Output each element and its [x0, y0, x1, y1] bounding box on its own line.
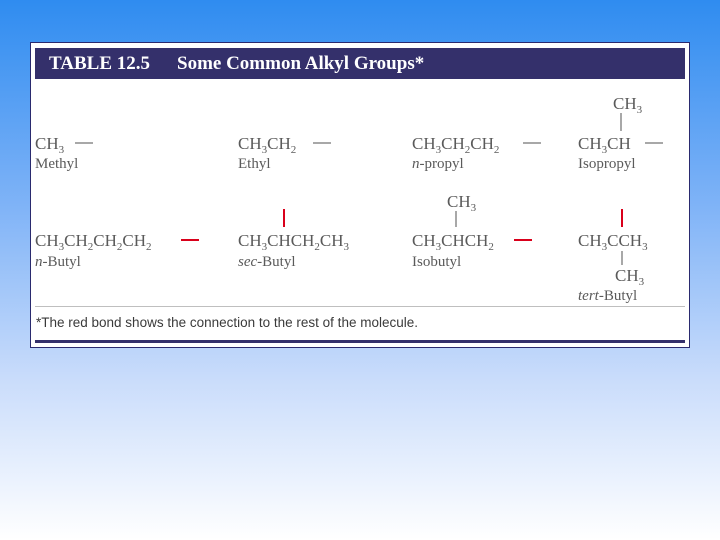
- isopropyl-branch: $CH_3$: [613, 94, 643, 116]
- tert-butyl-bond: [621, 209, 623, 227]
- table-footnote: *The red bond shows the connection to the rest of the molecule.: [36, 315, 418, 330]
- isopropyl-branch-bond: [620, 113, 622, 131]
- methyl-bond: [75, 142, 93, 144]
- isopropyl-bond: [645, 142, 663, 144]
- divider: [35, 306, 685, 307]
- sec-butyl-prefix: sec: [238, 254, 258, 270]
- n-butyl-name: [35, 254, 81, 271]
- propyl-name: [412, 156, 464, 173]
- isobutyl-branch-bond: [455, 211, 457, 227]
- isobutyl-branch: $CH_3$: [447, 192, 477, 214]
- ethyl-name: Ethyl: [238, 156, 271, 172]
- tert-butyl-suffix: -Butyl: [598, 288, 638, 304]
- sec-butyl-formula: $CH_3CHCH_2CH_3$: [238, 231, 349, 253]
- isopropyl-formula: $CH_3CH$: [578, 134, 631, 156]
- table-title: Some Common Alkyl Groups*: [177, 53, 425, 74]
- sec-butyl-name: [238, 254, 296, 271]
- tert-butyl-branch: $CH_3$: [615, 266, 645, 288]
- propyl-prefix: n: [412, 156, 420, 172]
- sec-butyl-bond: [283, 209, 285, 227]
- n-butyl-suffix: -Butyl: [42, 254, 81, 270]
- n-butyl-formula: $CH_3CH_2CH_2CH_2$: [35, 231, 152, 253]
- table-title-bar: [35, 48, 685, 79]
- tert-butyl-name: [578, 288, 637, 305]
- isopropyl-name: Isopropyl: [578, 156, 636, 172]
- tert-butyl-formula: $CH_3CCH_3$: [578, 231, 648, 253]
- bottom-rule: [35, 340, 685, 343]
- propyl-bond: [523, 142, 541, 144]
- ethyl-formula: $CH_3CH_2$: [238, 134, 297, 156]
- methyl-formula: $CH_3$: [35, 134, 65, 156]
- tert-butyl-branch-bond: [621, 251, 623, 265]
- alkyl-groups-table: [30, 42, 690, 348]
- table-number: TABLE 12.5: [49, 53, 151, 74]
- methyl-name: Methyl: [35, 156, 79, 172]
- isobutyl-formula: $CH_3CHCH_2$: [412, 231, 494, 253]
- n-butyl-prefix: n: [35, 254, 43, 270]
- propyl-suffix: -propyl: [419, 156, 464, 172]
- sec-butyl-suffix: -Butyl: [257, 254, 296, 270]
- ethyl-bond: [313, 142, 331, 144]
- n-butyl-bond: [181, 239, 199, 241]
- tert-butyl-prefix: tert: [578, 288, 599, 304]
- isobutyl-bond: [514, 239, 532, 241]
- isobutyl-name: Isobutyl: [412, 254, 462, 270]
- propyl-formula: $CH_3CH_2CH_2$: [412, 134, 500, 156]
